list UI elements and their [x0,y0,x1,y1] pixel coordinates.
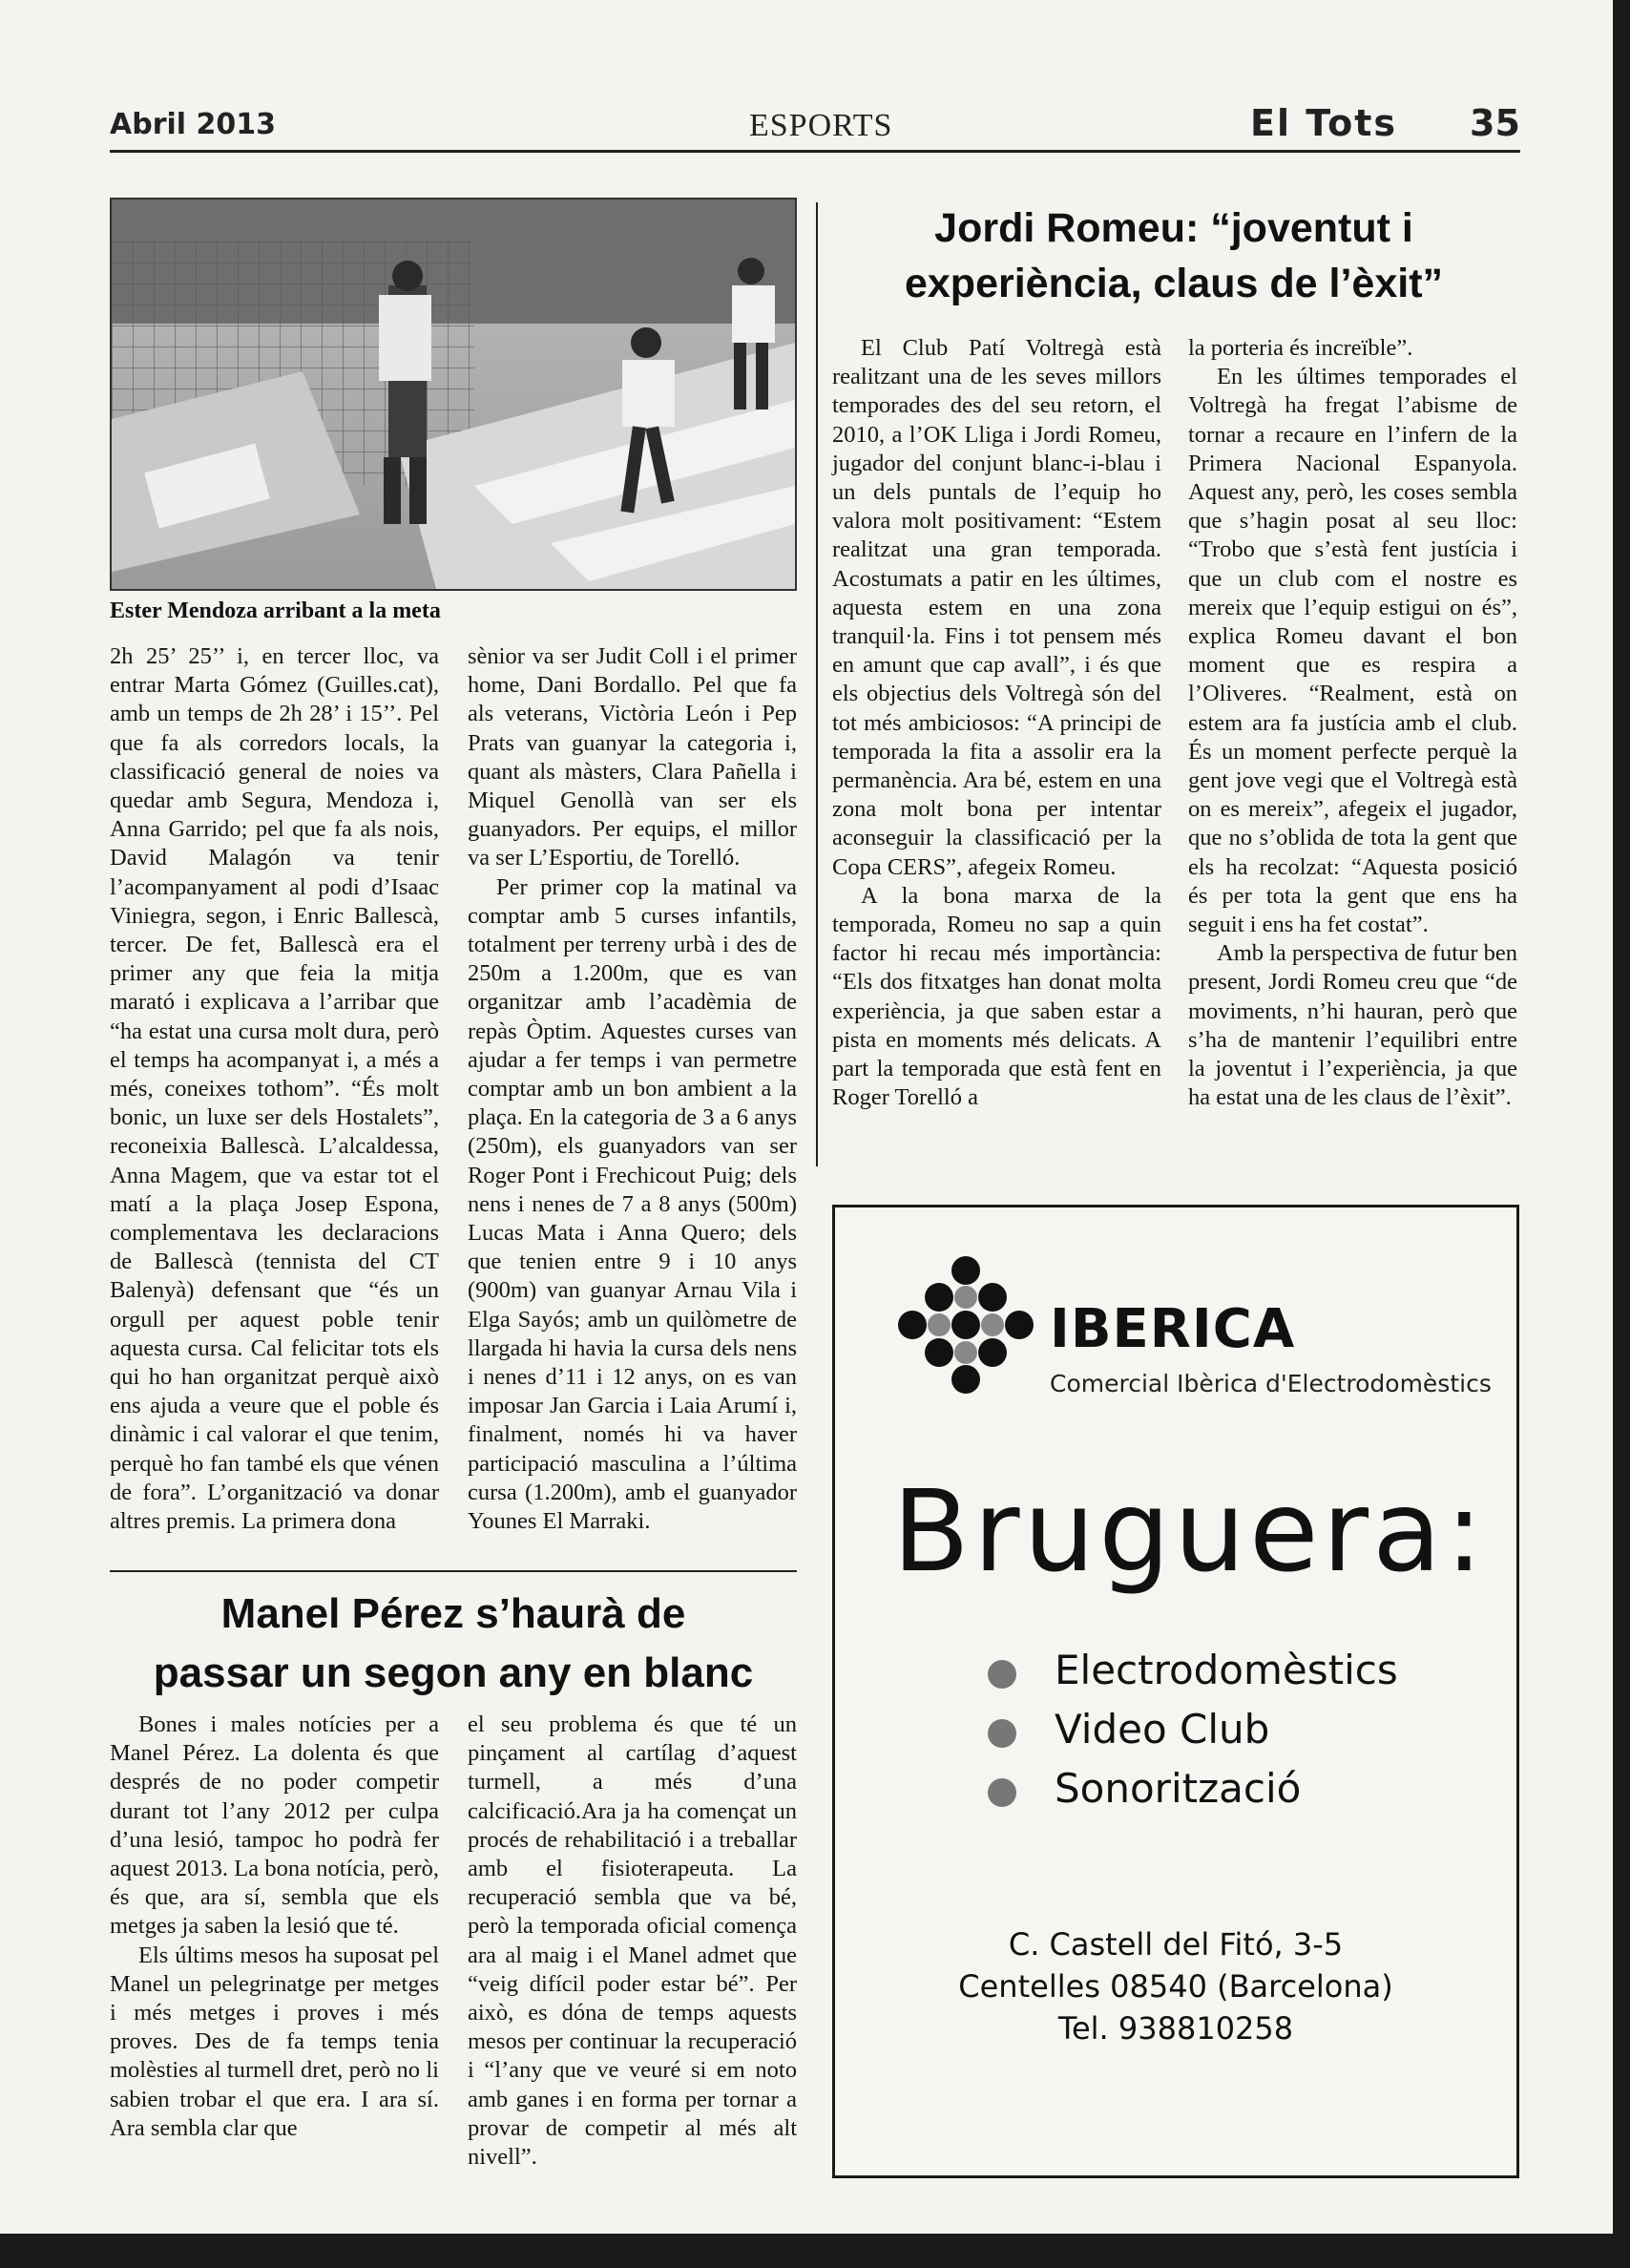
perez-column-1 [110,1711,439,2143]
address-city: Centelles 08540 (Barcelona) [958,1968,1393,2005]
service-item: Electrodomèstics [988,1647,1398,1706]
article-left-column-1 [110,642,439,1536]
publication-name: El Tots [1250,102,1397,144]
paragraph: A la bona marxa de la temporada, Romeu no sap a quin factor hi recau més importància: “Els dos fitxatges han donat molta experiència, ja que saben estar a pista en moments més delicats. A part la temporada que està fent en Roger Torelló a [832,882,1161,1111]
paragraph: En les últimes temporades el Voltregà ha fregat l’abisme de tornar a recaure en l’infern de la Primera Nacional Espanyola. Aquest any, però, les coses sembla que s’hagin posat al seu lloc: “Trobo que s’està fent justícia i que un club com el nostre es mereix que l’equip estigui on és”, explica Romeu davant el bon moment que es respira a l’Oliveres. “Realment, està on estem ara fa justícia amb el club. És un moment perfecte perquè la gent jove vegi que el Voltregà està on es mereix”, afegeix el jugador, que no s’oblida de tota la gent que els ha recolzat: “Aquesta posició és per tota la gent que ens ha seguit i ens ha fet costat”. [1188,364,1517,938]
paragraph: Bones i males notícies per a Manel Pérez. La dolenta és que després de no poder competir durant tot l’any 2012 per culpa d’una lesió, tampoc ho podrà fer aquest 2013. La bona notícia, però, és que, ara sí, sembla que els metges ja saben la lesió que té. [110,1712,439,1940]
paragraph: la porteria és increïble”. [1188,335,1413,361]
services-list [988,1647,1398,1824]
perez-headline: Manel Pérez s’haurà de passar un segon any en blanc [153,1590,754,1696]
paragraph: Per primer cop la matinal va comptar amb 5 curses infantils, totalment per terreny urbà i des de 250m a 1.200m, que es van organitzar amb l’acadèmia de repàs Òptim. Aquestes curses van ajudar a fer temps i van permetre comptar amb un bon ambient a la plaça. En la categoria de 3 a 6 anys (250m), els guanyadors van ser Roger Pont i Frechicout Puig; dels nens i nenes de 7 a 8 anys (500m) Lucas Mata i Anna Quero; dels que tenien entre 9 i 10 anys (900m) van guanyar Arnau Vila i Elga Sayós; amb un quilòmetre de llargada hi havia la cursa dels nens i nenes d’11 i 12 anys, on es van imposar Jan Garcia i Laia Arumí i, finalment, només hi va haver participació masculina a l’última cursa (1.200m), amb el guanyador Younes El Marraki. [468,873,797,1535]
perez-column-2 [468,1711,797,2172]
romeu-column-2 [1188,334,1517,1112]
iberica-subtitle: Comercial Ibèrica d'Electrodomèstics [1050,1370,1492,1397]
shop-address [835,1923,1516,2049]
paragraph: el seu problema és que té un pinçament al cartílag d’aquest turmell, a més d’una calcificació.Ara ja ha començat un procés de rehabilitació i a treballar amb el fisioterapeuta. La recuperació sembla que va bé, però la temporada oficial comença ara al maig i el Manel admet que “veig difícil poder estar bé”. Per això, es dóna de temps aquests mesos per continuar la recuperació i “l’any que ve veuré si em noto amb ganes i en forma per tornar a provar de competir al més alt nivell”. [468,1712,797,2171]
romeu-column-1 [832,334,1161,1112]
paragraph: 2h 25’ 25’’ i, en tercer lloc, va entrar Marta Gómez (Guilles.cat), amb un temps de 2h 28’ i 15’’. Pel que fa als corredors locals, la classificació general de noies va quedar amb Segura, Mendoza i, Anna Garrido; pel que fa als nois, David Malagón va tenir l’acompanyament al podi d’Isaac Viniegra, segon, i Enric Ballescà, tercer. De fet, Ballescà era el primer any que feia la mitja marató i explicava a l’arribar que “ha estat una cursa molt dura, però el temps ha acompanyat i, a més a més, coneixes tothom”. “És molt bonic, un luxe ser dels Hostalets”, reconeixia Ballescà. L’alcaldessa, Anna Magem, que va estar tot el matí a la plaça Josep Espona, complementava les declaracions de Ballescà (tennista del CT Balenyà) defensant que “és un orgull per aquest poble tenir aquesta cursa. Cal felicitar tots els qui ho han organitzat perquè això ens ajuda a veure que el poble és dinàmic i cal valorar el que tenim, perquè ho fan també els que vénen de fora”. L’organització va donar altres premis. La primera dona [110,643,439,1535]
address-street: C. Castell del Fitó, 3-5 [1008,1926,1344,1963]
photo-caption: Ester Mendoza arribant a la meta [110,598,441,623]
article-left-column-2 [468,642,797,1536]
bullet-icon [988,1660,1016,1689]
phone-number: Tel. 938810258 [1057,2010,1294,2047]
iberica-logo-text: IBERICA [1050,1298,1296,1360]
service-item: Video Club [988,1706,1398,1765]
page-number: 35 [1470,102,1520,144]
romeu-headline: Jordi Romeu: “joventut i experiència, claus de l’èxit” [904,205,1444,306]
paragraph: Els últims mesos ha suposat pel Manel un pelegrinatge per metges i més metges i proves i més proves. Des de fa temps tenia molèsties al turmell dret, però no li sabien trobar el que era. I ara sí. Ara sembla clar que [110,1942,439,2141]
section-name: ESPORTS [749,108,893,143]
advertisement [832,1205,1519,2178]
paragraph: Amb la perspectiva de futur ben present, Jordi Romeu creu que “de moviments, n’hi hauran, però que s’ha de mantenir l’equilibri entre la joventut i l’experiència, ja que ha estat una de les claus de l’èxit”. [1188,940,1517,1111]
bullet-icon [988,1778,1016,1807]
service-item: Sonorització [988,1765,1398,1824]
race-photo [110,198,797,591]
section-divider [110,1570,797,1572]
paragraph: sènior va ser Judit Coll i el primer home, Dani Bordallo. Pel que fa als veterans, Victòria León i Pep Prats van guanyar la categoria i, quant als màsters, Clara Pañella i Miquel Genollà van ser els guanyadors. Per equips, el millor va ser L’Esportiu, de Torelló. [468,643,797,872]
page-header [110,100,1520,153]
bullet-icon [988,1719,1016,1748]
issue-date: Abril 2013 [110,108,276,141]
race-photo-image [112,200,795,589]
brand-name: Bruguera: [892,1465,1488,1597]
column-divider [816,202,818,1166]
iberica-logo-icon [894,1253,1037,1396]
paragraph: El Club Patí Voltregà està realitzant una de les seves millors temporades des del seu retorn, el 2010, a l’OK Lliga i Jordi Romeu, jugador del conjunt blanc-i-blau i un dels puntals de l’equip ho valora molt positivament: “Estem realitzat una gran temporada. Acostumats a patir en les últimes, aquesta estem en una zona tranquil·la. Fins i tot pensem més en amunt que cap avall”, i és que els objectius dels Voltregà són del tot més ambiciosos: “A principi de temporada la fita a assolir era la permanència. Ara bé, estem en una zona molt bona per intentar aconseguir la classificació per la Copa CERS”, afegeix Romeu. [832,335,1161,880]
